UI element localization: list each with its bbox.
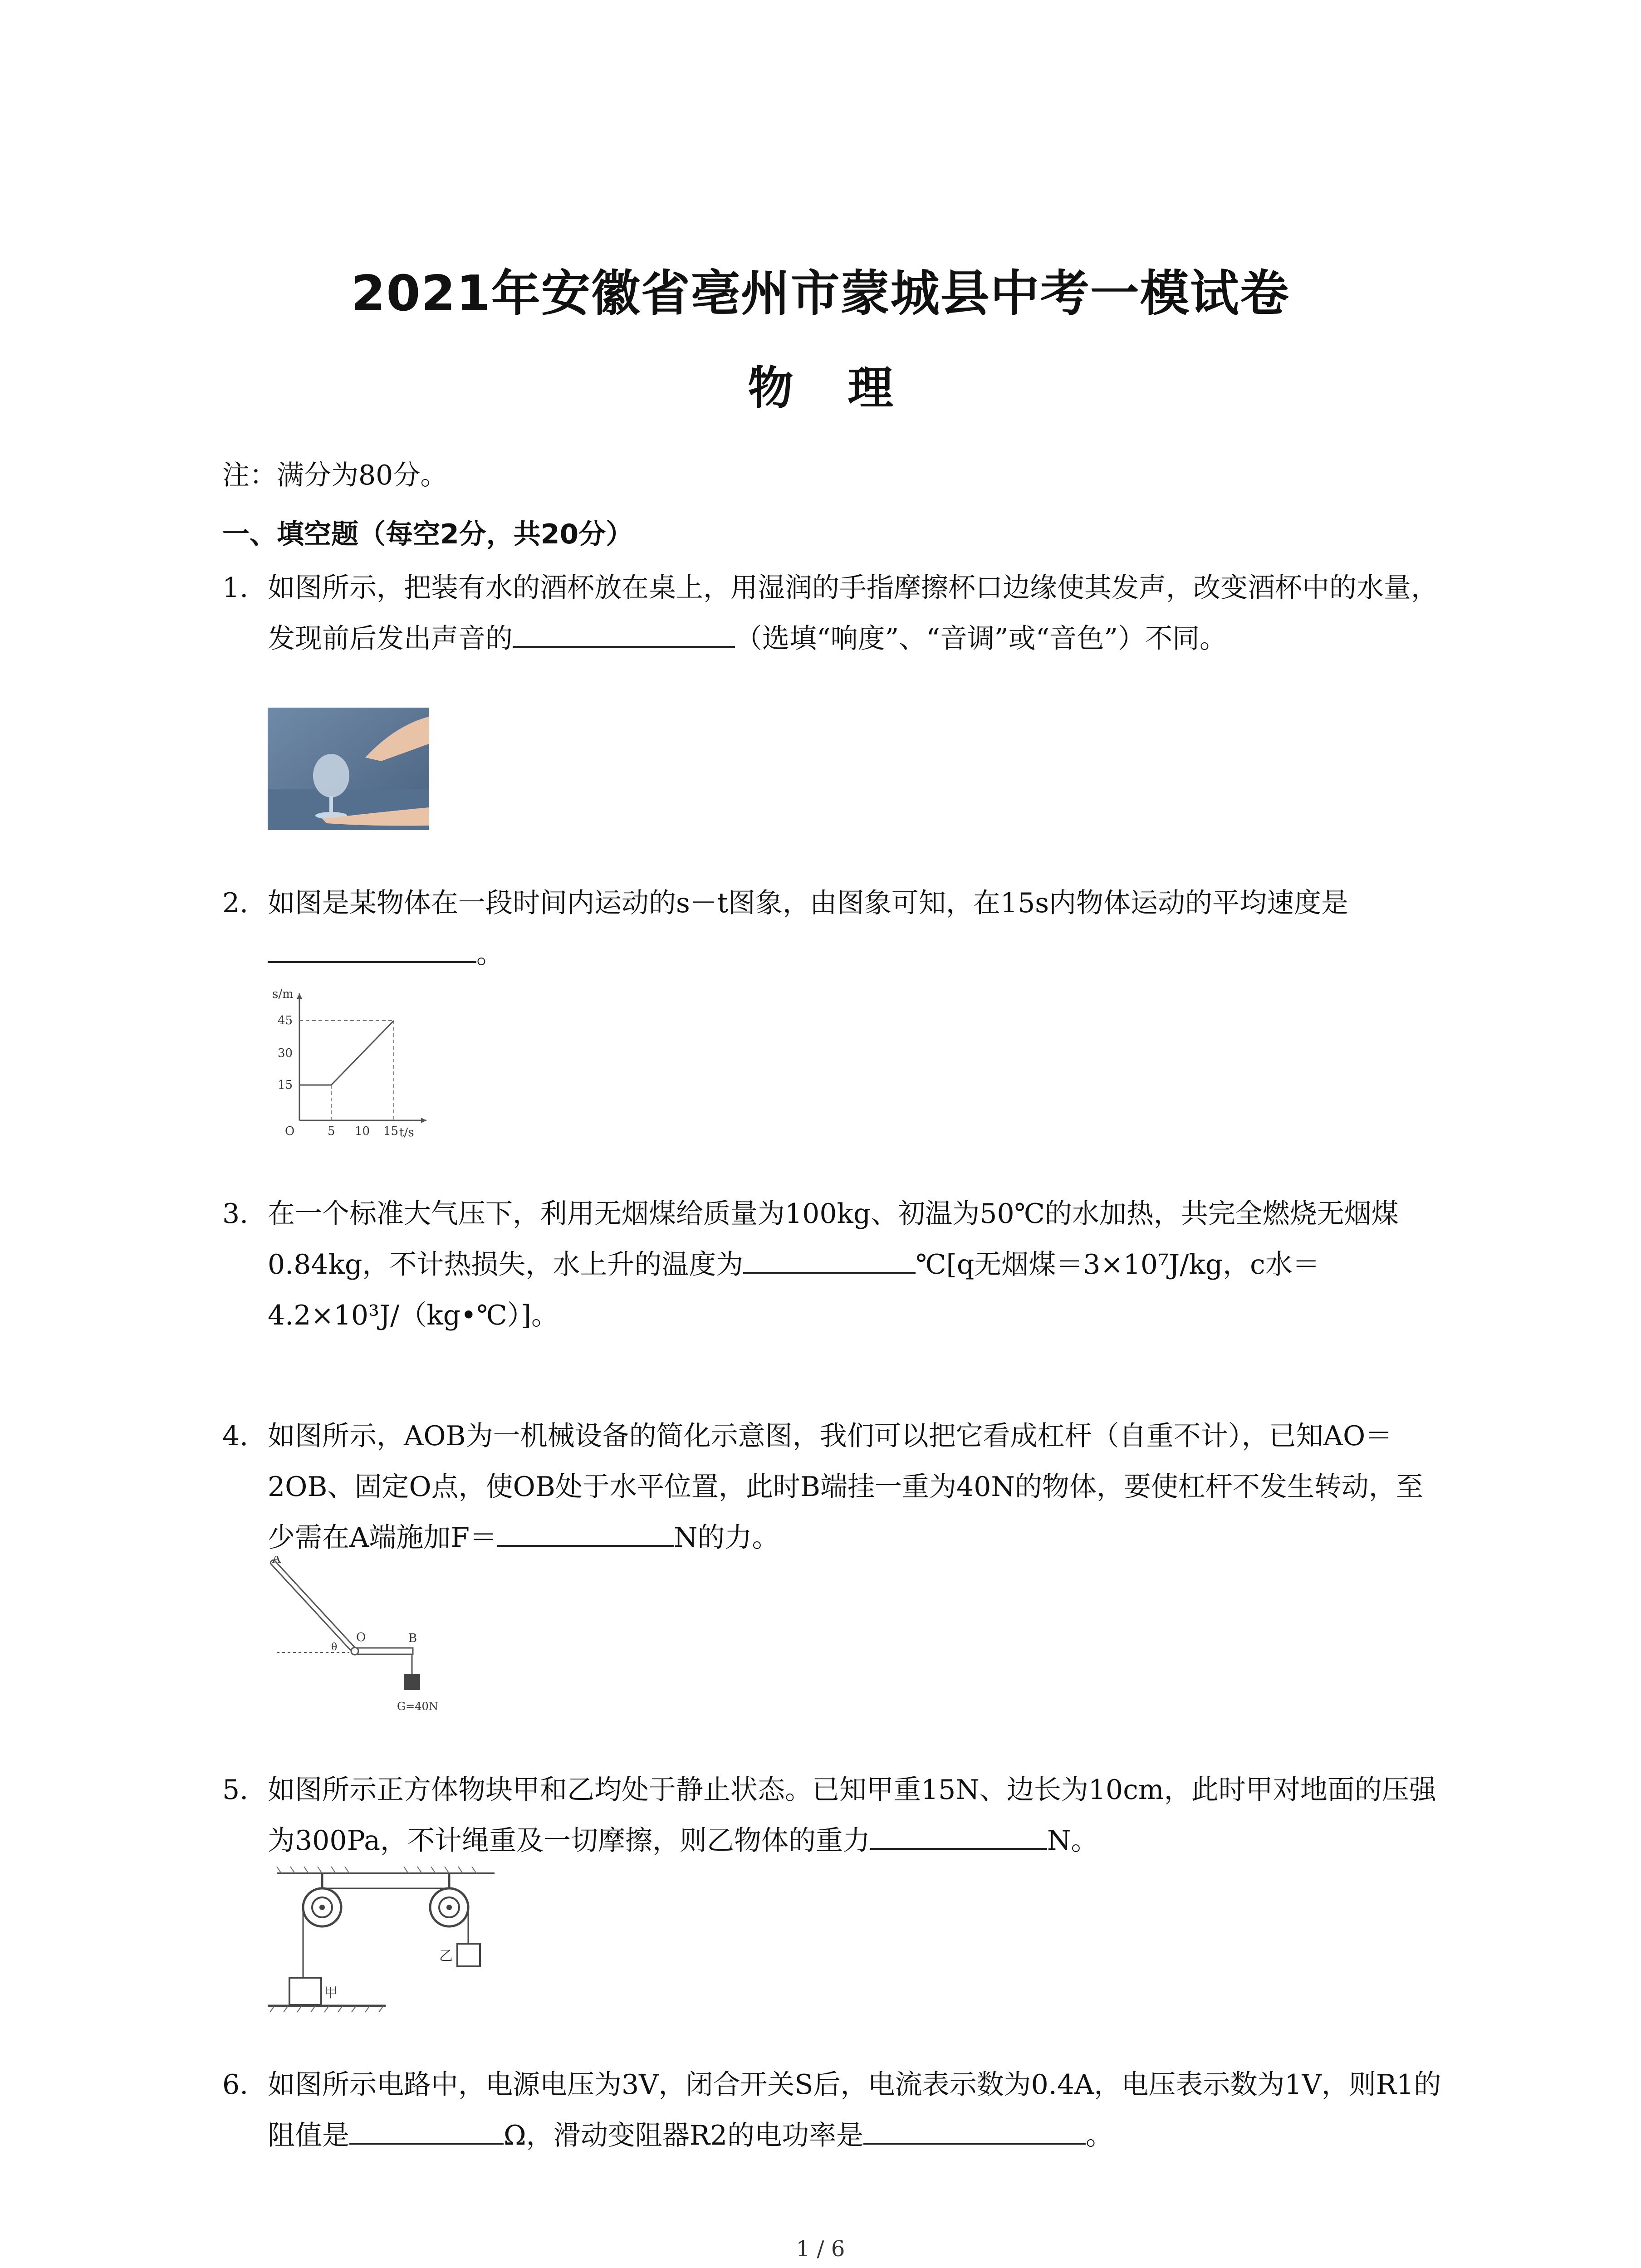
question-text: ℃[q无烟煤＝3×10⁷J/kg，c水＝4.2×10³J/（kg•℃）]。 (268, 1249, 1320, 1331)
question-text: 如图所示，把装有水的酒杯放在桌上，用湿润的手指摩擦杯口边缘使其发声，改变酒杯中的水量，发现前后发出声音的 (268, 572, 1438, 655)
pulley-diagram (268, 1864, 504, 2014)
exam-title: 2021年安徽省亳州市蒙城县中考一模试卷 (351, 265, 1290, 322)
angle-label: θ (331, 1642, 338, 1653)
y-tick: 45 (278, 1014, 293, 1027)
s-t-graph (268, 984, 436, 1139)
question-text: N的力。 (673, 1522, 779, 1554)
question-number: 6. (222, 2069, 249, 2101)
question-5 (222, 1765, 1447, 1866)
point-a-label: A (272, 1556, 281, 1566)
question-text: （选填“响度”、“音调”或“音色”）不同。 (735, 623, 1227, 655)
question-6 (222, 2059, 1447, 2161)
answer-blank[interactable] (863, 2116, 1086, 2145)
answer-blank[interactable] (513, 619, 735, 648)
question-text: 如图所示电路中，电源电压为3V，闭合开关S后，电流表示数为0.4A，电压表示数为1V，则R1的阻值是 (268, 2069, 1441, 2151)
question-text: 如图所示正方体物块甲和乙均处于静止状态。已知甲重15N、边长为10cm，此时甲对地面的压强为300Pa，不计绳重及一切摩擦，则乙物体的重力 (268, 1774, 1436, 1857)
wine-glass-photo (268, 708, 429, 830)
question-number: 5. (222, 1774, 249, 1806)
question-1 (222, 562, 1447, 664)
question-number: 1. (222, 572, 249, 604)
question-text: N。 (1047, 1825, 1098, 1857)
x-tick: 5 (328, 1124, 335, 1138)
weight-label: G=40N (397, 1700, 438, 1713)
x-tick: 15 (383, 1124, 399, 1138)
question-text: Ω，滑动变阻器R2的电功率是 (504, 2120, 864, 2151)
answer-blank[interactable] (870, 1821, 1047, 1850)
question-text: 。 (1086, 2120, 1113, 2151)
question-number: 3. (222, 1198, 249, 1230)
block-yi-label: 乙 (439, 1948, 453, 1964)
y-tick: 30 (278, 1046, 293, 1060)
answer-blank[interactable] (268, 934, 476, 963)
answer-blank[interactable] (743, 1245, 916, 1274)
question-4 (222, 1411, 1447, 1563)
question-3 (222, 1188, 1447, 1341)
page-number: 1 / 6 (796, 2236, 845, 2262)
question-text: 。 (476, 938, 504, 970)
question-number: 4. (222, 1420, 249, 1452)
question-2 (222, 878, 1447, 979)
question-text: 如图是某物体在一段时间内运动的s－t图象，由图象可知，在15s内物体运动的平均速度是 (268, 887, 1349, 919)
x-axis-label: t/s (399, 1126, 414, 1139)
question-text: 如图所示，AOB为一机械设备的简化示意图，我们可以把它看成杠杆（自重不计），已知AO＝2OB、固定O点，使OB处于水平位置，此时B端挂一重为40N的物体，要使杠杆不发生转动，至少需在A端施加F＝ (268, 1420, 1423, 1554)
x-tick: 10 (355, 1124, 370, 1138)
answer-blank[interactable] (497, 1518, 674, 1547)
score-note: 注：满分为80分。 (222, 459, 448, 491)
y-axis-label: s/m (272, 987, 294, 1001)
answer-blank[interactable] (349, 2116, 504, 2145)
question-text: 在一个标准大气压下，利用无烟煤给质量为100kg、初温为50℃的水加热，共完全燃烧无烟煤0.84kg，不计热损失，水上升的温度为 (268, 1198, 1399, 1281)
block-jia-label: 甲 (324, 1985, 338, 2001)
section-heading: 一、填空题（每空2分，共20分） (222, 518, 633, 550)
lever-diagram (268, 1556, 458, 1724)
point-b-label: B (408, 1632, 417, 1645)
subject-heading: 物理 (748, 362, 948, 415)
y-tick: 15 (278, 1078, 293, 1092)
question-number: 2. (222, 887, 249, 919)
point-o-label: O (356, 1631, 366, 1644)
origin-label: O (285, 1124, 295, 1138)
